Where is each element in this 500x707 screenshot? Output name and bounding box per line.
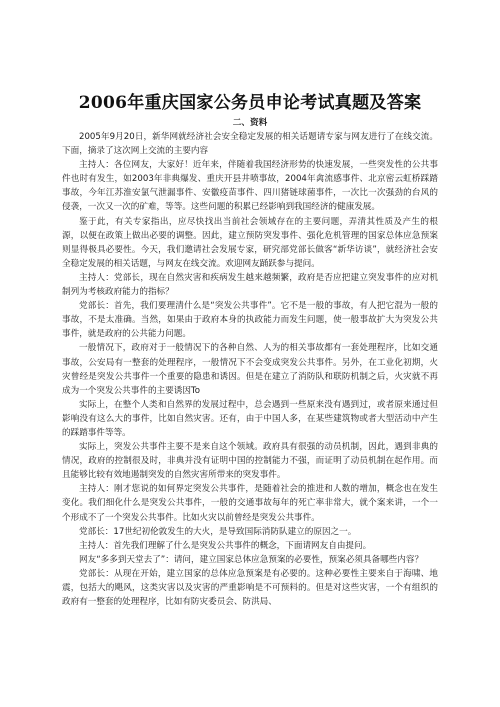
paragraph-dang-answer-1: 党部长：首先，我们要理清什么是“突发公共事件”。它不是一般的事故，有人把它混为一般的事故，不是太准确。当然，如果由于政府本身的执政能力而发生问题，使一般事故扩大为突发公共事件，就是政府的公共能力问题。 bbox=[62, 301, 438, 340]
paragraph-host-followup: 主持人：刚才您说的如何界定突发公共事件，是随着社会的推进和人数的增加，概念也在发生变化。我们细化什么是突发公共事件，一般的交通事故每年的死亡率非常大，就个案来讲，一个一个形成不了一个突发公共事件。比如火灾以前曾经是突发公共事件。 bbox=[62, 484, 438, 523]
paragraph-dang-answer-2: 一般情况下，政府对于一般情况下的各种自然、人为的相关事故都有一套处理程序，比如交通事故，公安局有一整套的处理程序，一般情况下不会变成突发公共事件。另外，在工业化初期，火灾曾经是突发公共事件一个重要的隐患和诱因。但是在建立了消防队和联防机制之后，火灾就不再成为一个突发公共事件的主要诱因To bbox=[62, 343, 438, 396]
paragraph-host-invite: 主持人：首先我们理解了什么是突发公共事件的概念，下面请网友自由提问。 bbox=[79, 540, 372, 551]
paragraph-dang-london-fire: 党部长：17世纪初伦敦发生的大火，是导致国际消防队建立的原因之一。 bbox=[79, 526, 357, 537]
paragraph-host-opening: 主持人：各位网友，大家好！近年来，伴随着我国经济形势的快速发展，一些突发性的公共事件也时有发生，如2003年非典爆发、重庆开县井喷事故，2004年禽流感事件、北京密云虹桥踩踏事故，今年江苏淮安氯气泄漏事件、安徽疫苗事件、四川猪链球菌事件，一次比一次强劲的台风的侵袭，一次又一次的矿难，等等。这些问题的积累已经影响到我国经济的健康发展。 bbox=[62, 160, 438, 213]
document-body bbox=[62, 130, 438, 609]
paragraph-netizen-question: 网友“多多到天堂去了”：请问，建立国家总体应急预案的必要性，预案必须具备哪些内容？ bbox=[79, 554, 424, 565]
paragraph-dang-answer-5: 党部长：从现在开始，建立国家的总体应急预案是有必要的。这种必要性主要来自于海啸、地震，包括大的飓风，这类灾害以及灾害的严重影响是不可预料的。但是对这些灾害，一个有组织的政府有一整套的处理程序，比如有防灾委员会、防洪局、 bbox=[62, 568, 438, 608]
paragraph-dang-answer-4: 实际上，突发公共事件主要不是来自这个领域。政府具有很强的动员机制，因此，遇到非典的情况，政府的控制很及时，非典并没有证明中国的控制能力不强，而证明了动员机制在起作用。而且能够比较有效地遏制突发的自然灾害所带来的突发事件。 bbox=[62, 442, 438, 481]
paragraph-intro: 2005年9月20日，新华网就经济社会安全稳定发展的相关话题请专家与网友进行了在线交流。下面，摘录了这次网上交流的主要内容 bbox=[62, 132, 438, 157]
paragraph-host-question: 主持人：党部长，现在自然灾害和疾病发生越来越频繁，政府是否应把建立突发事件的应对机制列为考核政府能力的指标？ bbox=[62, 272, 438, 298]
section-heading: 二、资料 bbox=[232, 118, 268, 128]
paragraph-expert-view: 鉴于此，有关专家指出，应尽快找出当前社会领域存在的主要问题，弄清其性质及产生的根源，以便在政策上做出必要的调整。因此，建立预防突发事件、强化危机管理的国家总体应急预案则显得极具必要性。今天，我们邀请社会发展专家，研究部党部长做客“新华访谈”，就经济社会安全稳定发展的相关话题，与网友在线交流。欢迎网友踊跃参与提问。 bbox=[62, 216, 438, 269]
document-title: 2006年重庆国家公务员申论考试真题及答案 bbox=[78, 93, 422, 113]
paragraph-dang-answer-3: 实际上，在整个人类和自然界的发展过程中，总会遇到一些原来没有遇到过，或者原来通过但影响没有这么大的事件，比如自然灾害。还有，由于中国人多，在某些建筑物或者大型活动中产生的踩踏事件等等。 bbox=[62, 399, 438, 438]
